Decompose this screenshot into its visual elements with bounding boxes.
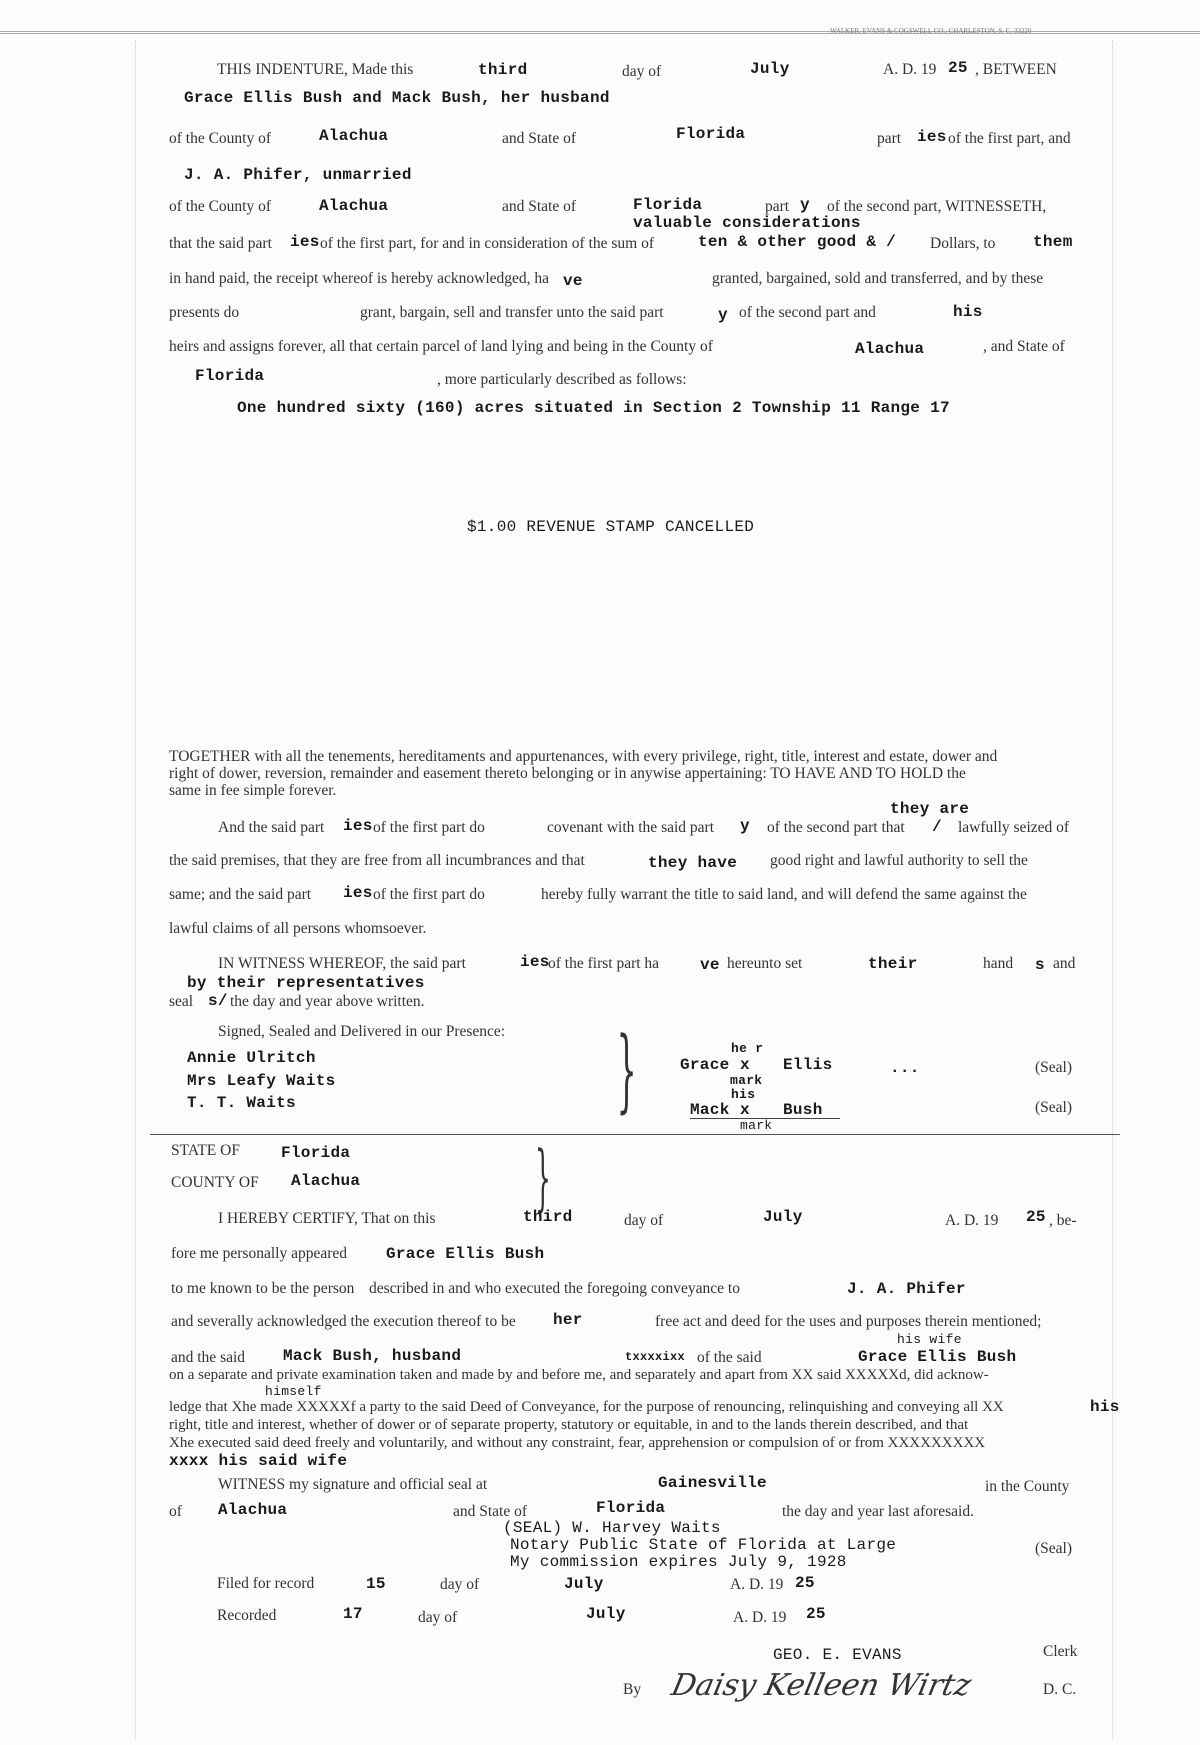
recorded-month: July <box>586 1605 626 1623</box>
husband-name: Mack Bush, husband <box>283 1347 462 1365</box>
notary-commission: My commission expires July 9, 1928 <box>510 1553 847 1571</box>
dots: ... <box>890 1059 920 1077</box>
witness-whereof: IN WITNESS WHEREOF, the said part <box>218 955 466 972</box>
grantee: J. A. Phifer, unmarried <box>184 166 412 184</box>
known-label: to me known to be the person <box>171 1280 355 1297</box>
by-representatives: by their representatives <box>187 974 425 992</box>
appeared-person: Grace Ellis Bush <box>386 1245 545 1263</box>
dollars-label: Dollars, to <box>930 235 996 252</box>
part-label-2: part <box>765 198 790 215</box>
left-margin-line <box>135 40 136 1740</box>
revenue-stamp-note: $1.00 REVENUE STAMP CANCELLED <box>467 518 755 536</box>
second-part-that: of the second part that <box>767 819 905 836</box>
valuable-considerations: valuable considerations <box>633 214 861 232</box>
year-value: 25 <box>948 59 968 77</box>
witness-3: T. T. Waits <box>187 1094 296 1112</box>
executed-freely-text: Xhe executed said deed freely and voluntarily, and without any constraint, fear, apprehension or compulsion of or from XXXXXXXXX <box>169 1435 986 1451</box>
ack-ad: A. D. 19 <box>945 1212 999 1229</box>
hereunto-set: hereunto set <box>727 955 803 972</box>
indenture-label: THIS INDENTURE, Made this <box>217 61 414 78</box>
county-value-2: Alachua <box>319 197 389 215</box>
heirs-text: heirs and assigns forever, all that certain parcel of land lying and being in the County of <box>169 338 713 355</box>
warrant-text: hereby fully warrant the title to said land, and will defend the same against the <box>541 886 1027 903</box>
ack-day: third <box>523 1208 573 1226</box>
notary-county: Alachua <box>218 1501 288 1519</box>
county-label: of the County of <box>169 130 272 147</box>
day-of-label: day of <box>622 63 662 80</box>
covenant-label: And the said part <box>218 819 325 836</box>
his-overtype: his <box>1090 1398 1120 1416</box>
severally-label: and severally acknowledged the execution thereof to be <box>171 1313 516 1330</box>
x-mark-1: x <box>740 1056 750 1074</box>
grace-signature-b: Ellis <box>783 1056 833 1074</box>
ack-year: 25 <box>1026 1208 1046 1226</box>
first-part-do: of the first part do <box>373 819 485 836</box>
same-label: same; and the said part <box>169 886 312 903</box>
their: their <box>868 955 918 973</box>
recorded-label: Recorded <box>217 1607 277 1624</box>
described-as-follows: , more particularly described as follows: <box>437 371 687 388</box>
state-label: and State of <box>502 130 577 147</box>
county-label-2: of the County of <box>169 198 272 215</box>
be-label: , be- <box>1049 1212 1077 1229</box>
said-part-label: that the said part <box>169 235 272 252</box>
recorded-year: 25 <box>806 1605 826 1623</box>
recorded-day-of: day of <box>418 1609 458 1626</box>
signed-sealed-label: Signed, Sealed and Delivered in our Presence: <box>218 1023 506 1040</box>
ack-month: July <box>763 1208 803 1226</box>
lawful-claims: lawful claims of all persons whomsoever. <box>169 920 427 937</box>
state-label-2: and State of <box>502 198 577 215</box>
granted-text: granted, bargained, sold and transferred, and by these <box>712 270 1044 287</box>
her-label: he r <box>731 1041 764 1056</box>
recorded-ad: A. D. 19 <box>733 1609 787 1626</box>
together-line-2: right of dower, reversion, remainder and easement thereto belonging or in anywise appertaining: TO HAVE AND TO HOLD the <box>169 765 966 782</box>
of-label: of <box>169 1503 182 1520</box>
y-3: y <box>740 817 750 835</box>
his-wife-overtype: his wife <box>897 1332 962 1347</box>
filed-month: July <box>564 1575 604 1593</box>
filed-day-of: day of <box>440 1576 480 1593</box>
ve-1: ve <box>563 272 583 290</box>
part-suffix: ies <box>917 128 947 146</box>
notary-name: (SEAL) W. Harvey Waits <box>503 1519 721 1537</box>
first-part-ha: of the first part ha <box>548 955 660 972</box>
filed-ad: A. D. 19 <box>730 1576 784 1593</box>
brace-icon-2: } <box>534 1135 551 1219</box>
acknowledge-text: ledge that Xhe made XXXXXf a party to the said Deed of Conveyance, for the purpose of renouncing, relinquishing and conveying all XX <box>169 1399 1004 1415</box>
county-of-label: COUNTY OF <box>171 1174 259 1191</box>
state-value: Florida <box>676 125 746 143</box>
deputy-clerk-signature: Daisy Kelleen Wirtz <box>668 1668 975 1703</box>
hand-label: hand <box>983 955 1014 972</box>
consideration-label: of the first part, for and in consideration of the sum of <box>320 235 655 252</box>
ack-county: Alachua <box>291 1172 361 1190</box>
month-value: July <box>750 60 790 78</box>
s-slash: s/ <box>208 992 228 1010</box>
recorded-day: 17 <box>343 1605 363 1623</box>
good-right-text: good right and lawful authority to sell the <box>770 852 1028 869</box>
conveyance-to: J. A. Phifer <box>847 1280 966 1298</box>
witness-place: Gainesville <box>658 1474 767 1492</box>
to-whom: them <box>1033 233 1073 251</box>
day-year-aforesaid: the day and year last aforesaid. <box>782 1503 974 1520</box>
state-value-2: Florida <box>633 196 703 214</box>
second-part-label: of the second part, WITNESSETH, <box>827 198 1047 215</box>
clerk-label: Clerk <box>1043 1643 1078 1660</box>
his-1: his <box>953 303 983 321</box>
witness-signature-label: WITNESS my signature and official seal at <box>218 1476 488 1493</box>
state-of-label: STATE OF <box>171 1142 240 1159</box>
between-label: , BETWEEN <box>975 61 1057 78</box>
and-label: and <box>1053 955 1076 972</box>
filed-day: 15 <box>366 1575 386 1593</box>
notary-seal: (Seal) <box>1035 1540 1073 1557</box>
ve-2: ve <box>700 956 720 974</box>
x-mark-2: x <box>740 1101 750 1119</box>
section-divider <box>150 1134 1120 1135</box>
seal-2: (Seal) <box>1035 1099 1073 1116</box>
covenant-with: covenant with the said part <box>547 819 715 836</box>
notary-state: Florida <box>596 1499 666 1517</box>
grantors: Grace Ellis Bush and Mack Bush, her husband <box>184 89 610 107</box>
mark-label-2: mark <box>740 1118 773 1133</box>
grant-text: grant, bargain, sell and transfer unto the said part <box>360 304 664 321</box>
ies-3: ies <box>343 884 373 902</box>
filed-year: 25 <box>795 1574 815 1592</box>
premises-text: the said premises, that they are free from all incumbrances and that <box>169 852 585 869</box>
notary-title: Notary Public State of Florida at Large <box>510 1536 897 1554</box>
his-said-wife: xxxx his said wife <box>169 1452 348 1470</box>
day-value: third <box>478 61 528 79</box>
witness-1: Annie Ulritch <box>187 1049 316 1067</box>
executed-label: described in and who executed the foregoing conveyance to <box>369 1280 740 1297</box>
first-part-label: of the first part, and <box>948 130 1071 147</box>
lawfully-seized: lawfully seized of <box>958 819 1070 836</box>
county-value-3: Alachua <box>855 340 925 358</box>
grace-signature-a: Grace <box>680 1056 730 1074</box>
ad-label: A. D. 19 <box>883 61 937 78</box>
s-suffix: s <box>1035 956 1045 974</box>
in-the-county: in the County <box>985 1478 1070 1495</box>
separate-exam-text: on a separate and private examination taken and made by and before me, and separately and apart from XX said XXXXXd, did acknow- <box>169 1367 989 1383</box>
mack-signature-b: Bush <box>783 1101 823 1119</box>
mack-signature-a: Mack <box>690 1101 730 1119</box>
appeared-label: fore me personally appeared <box>171 1245 348 1262</box>
witness-2: Mrs Leafy Waits <box>187 1072 336 1090</box>
mark-label-1: mark <box>730 1073 763 1088</box>
his-label: his <box>731 1087 756 1102</box>
consideration-value: ten & other good & / <box>698 233 897 251</box>
free-act-text: free act and deed for the uses and purposes therein mentioned; <box>655 1313 1042 1330</box>
second-part-and: of the second part and <box>739 304 876 321</box>
day-year-written: the day and year above written. <box>230 993 425 1010</box>
and-the-said: and the said <box>171 1349 246 1366</box>
wife-name: Grace Ellis Bush <box>858 1348 1017 1366</box>
y-2: y <box>718 306 728 324</box>
presents-label: presents do <box>169 304 240 321</box>
himself-overtype: himself <box>265 1384 322 1399</box>
signature-line <box>690 1118 840 1119</box>
her-act: her <box>553 1311 583 1329</box>
together-line-1: TOGETHER with all the tenements, hereditaments and appurtenances, with every privilege, right, title, interest and estate, dower and <box>169 748 998 765</box>
seal-1: (Seal) <box>1035 1059 1073 1076</box>
seal-label: seal <box>169 993 194 1010</box>
ack-state: Florida <box>281 1144 351 1162</box>
hand-paid-text: in hand paid, the receipt whereof is hereby acknowledged, ha <box>169 270 550 287</box>
ies-1: ies <box>290 233 320 251</box>
deputy-clerk-label: D. C. <box>1043 1681 1077 1698</box>
together-line-3: same in fee simple forever. <box>169 782 337 799</box>
certify-label: I HEREBY CERTIFY, That on this <box>218 1210 436 1227</box>
printer-imprint: WALKER, EVANS & COGSWELL CO., CHARLESTON, S. C. 33220 <box>830 27 1032 35</box>
right-title-text: right, title and interest, whether of dower or of separate property, statutory or equitable, in and to the lands therein described, and that <box>169 1417 969 1433</box>
state-value-3: Florida <box>195 367 265 385</box>
struck-text: txxxxixx <box>625 1350 686 1364</box>
they-are: they are <box>890 800 970 818</box>
clerk-name: GEO. E. EVANS <box>773 1646 902 1664</box>
ack-day-of: day of <box>624 1212 664 1229</box>
first-part-do-2: of the first part do <box>373 886 485 903</box>
right-margin-line <box>1112 40 1113 1740</box>
land-description: One hundred sixty (160) acres situated in Section 2 Township 11 Range 17 <box>237 399 950 417</box>
filed-label: Filed for record <box>217 1575 315 1592</box>
state-of-label-3: , and State of <box>983 338 1065 355</box>
ies-4: ies <box>520 953 550 971</box>
they-have: they have <box>648 854 738 872</box>
ies-2: ies <box>343 817 373 835</box>
part-suffix-2: y <box>800 196 810 214</box>
by-label: By <box>623 1681 642 1698</box>
slash-mark: / <box>932 818 942 836</box>
part-label: part <box>877 130 902 147</box>
county-value: Alachua <box>319 127 389 145</box>
brace-icon: } <box>616 1018 637 1123</box>
of-the-said: of the said <box>697 1349 762 1366</box>
notary-state-label: and State of <box>453 1503 528 1520</box>
